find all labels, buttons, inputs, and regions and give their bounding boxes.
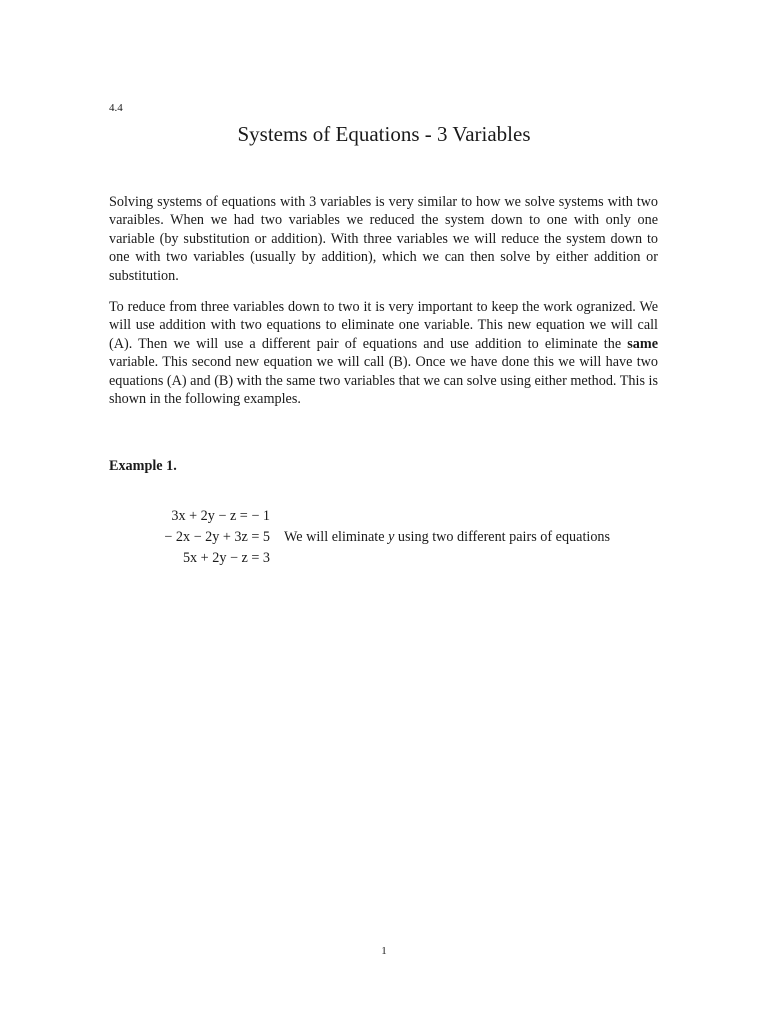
page-number: 1 — [381, 945, 387, 957]
example-heading: Example 1. — [109, 458, 177, 474]
equation-system — [100, 506, 270, 569]
note-text-before: We will eliminate — [284, 529, 389, 545]
equation-note — [284, 527, 610, 548]
note-variable: y — [388, 529, 395, 545]
method-text-part2: variable. This second new equation we will call (B). Once we have done this we will have two equations (A) and (B) with the same two variables that we can solve using either method. This is shown in the following examples. — [109, 354, 658, 408]
intro-paragraph: Solving systems of equations with 3 variables is very similar to how we solve systems with two varaibles. When we had two variables we reduced the system down to one with only one variable (by substitution or addition). With three variables we will reduce the system down to one with two variables (usually by addition), which we can then solve by either addition or substitution. — [109, 194, 658, 284]
equation-row: 3x + 2y − z = − 1 — [171, 508, 270, 524]
method-paragraph — [109, 298, 658, 408]
equation-row: 5x + 2y − z = 3 — [182, 550, 270, 566]
method-text-bold: same — [627, 335, 658, 352]
page-title: Systems of Equations - 3 Variables — [237, 122, 531, 146]
method-text-part1: To reduce from three variables down to two it is very important to keep the work ogranized. We will use addition with two equations to eliminate one variable. This new equation we will call (A). Then we will use a different pair of equations and use addition to eliminate the — [109, 299, 658, 352]
note-text-after: using two different pairs of equations — [394, 529, 611, 545]
section-number: 4.4 — [109, 102, 123, 114]
equation-row: − 2x − 2y + 3z = 5 — [164, 529, 270, 545]
